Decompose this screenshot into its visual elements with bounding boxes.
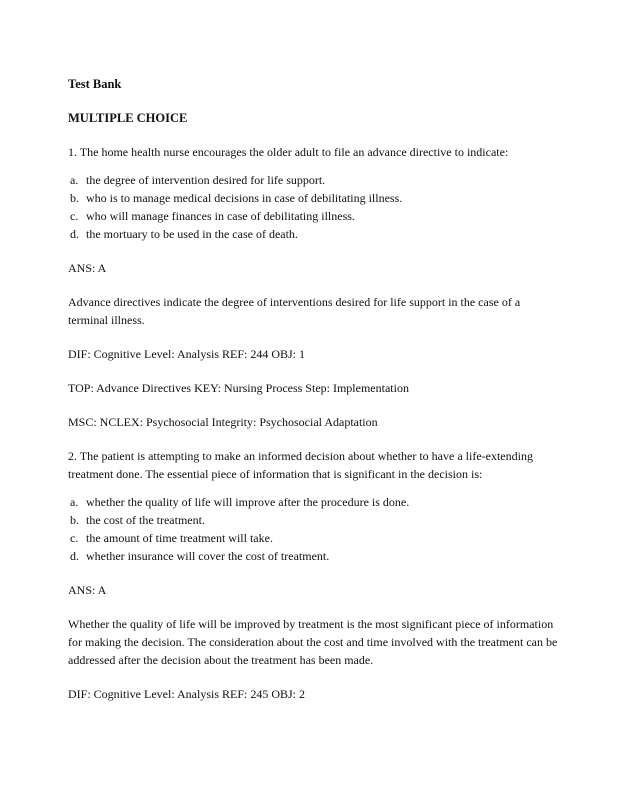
option-letter: c. (70, 531, 79, 545)
question-2-option-d (68, 547, 558, 565)
question-1-rationale: Advance directives indicate the degree of interventions desired for life support in the case of a terminal illness. (68, 295, 521, 327)
question-1-options (68, 171, 558, 243)
question-1-option-b (68, 189, 558, 207)
document-page (68, 75, 558, 719)
option-text: whether the quality of life will improve after the procedure is done. (86, 495, 410, 509)
question-1-top: TOP: Advance Directives KEY: Nursing Process Step: Implementation (68, 381, 409, 395)
question-2-rationale: Whether the quality of life will be improved by treatment is the most significant piece of information for making the decision. The consideration about the cost and time involved with the treatment can be addressed after the decision about the treatment has been made. (68, 617, 558, 667)
section-heading: MULTIPLE CHOICE (68, 111, 188, 125)
option-text: who will manage finances in case of debilitating illness. (86, 209, 355, 223)
option-text: the amount of time treatment will take. (86, 531, 273, 545)
question-2-stem: 2. The patient is attempting to make an informed decision about whether to have a life-extending treatment done. The essential piece of information that is significant in the decision is: (68, 449, 533, 481)
question-2-option-b (68, 511, 558, 529)
option-letter: a. (70, 495, 79, 509)
question-1-option-d (68, 225, 558, 243)
question-1-dif: DIF: Cognitive Level: Analysis REF: 244 OBJ: 1 (68, 347, 306, 361)
question-2-options (68, 493, 558, 565)
doc-title: Test Bank (68, 77, 122, 91)
option-letter: d. (70, 549, 79, 563)
option-text: who is to manage medical decisions in case of debilitating illness. (86, 191, 403, 205)
option-letter: d. (70, 227, 79, 241)
option-text: the mortuary to be used in the case of death. (86, 227, 298, 241)
question-1-stem: 1. The home health nurse encourages the older adult to file an advance directive to indicate: (68, 145, 509, 159)
option-text: whether insurance will cover the cost of treatment. (86, 549, 330, 563)
option-letter: c. (70, 209, 79, 223)
question-1-msc: MSC: NCLEX: Psychosocial Integrity: Psychosocial Adaptation (68, 415, 378, 429)
question-1-option-c (68, 207, 558, 225)
question-1-answer: ANS: A (68, 261, 107, 275)
question-2-dif: DIF: Cognitive Level: Analysis REF: 245 OBJ: 2 (68, 687, 306, 701)
option-text: the degree of intervention desired for life support. (86, 173, 326, 187)
question-2-answer: ANS: A (68, 583, 107, 597)
question-2-option-c (68, 529, 558, 547)
option-letter: a. (70, 173, 79, 187)
question-2-option-a (68, 493, 558, 511)
option-letter: b. (70, 191, 79, 205)
question-1-option-a (68, 171, 558, 189)
option-letter: b. (70, 513, 79, 527)
option-text: the cost of the treatment. (86, 513, 205, 527)
